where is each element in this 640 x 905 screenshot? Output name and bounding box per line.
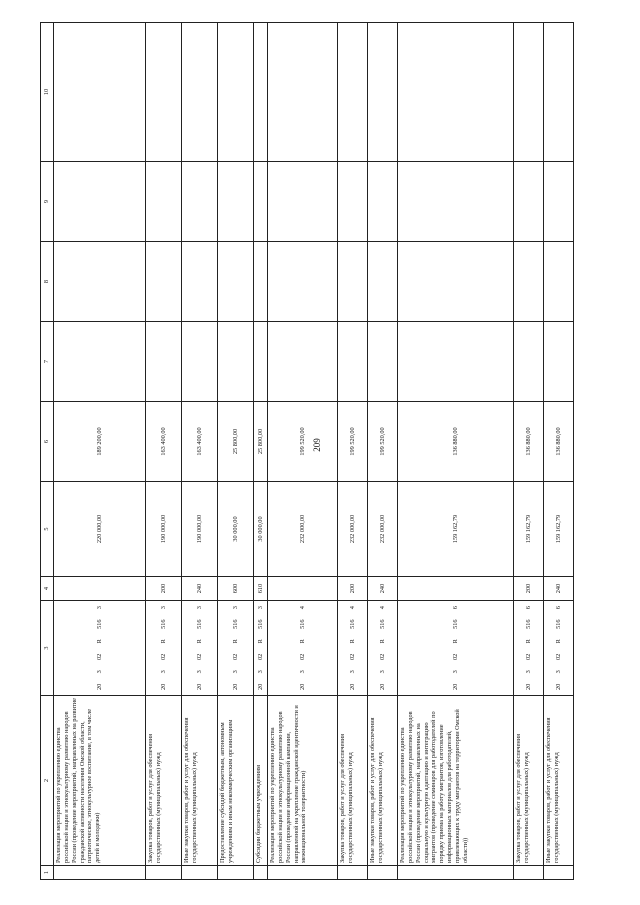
cell-amount-5: 232 000,00 — [338, 482, 368, 577]
cell-col9 — [544, 162, 574, 242]
cell-expense-type — [54, 577, 146, 601]
code-part: 02 — [378, 653, 386, 660]
code-part: 02 — [95, 653, 103, 660]
cell-amount-5: 232 000,00 — [268, 482, 338, 577]
code-part: R — [231, 639, 239, 644]
code-part: 02 — [256, 653, 264, 660]
cell-code — [338, 601, 368, 696]
code-part: 20 — [524, 683, 532, 690]
code-part: 3 — [348, 670, 356, 674]
cell-col10 — [514, 23, 544, 162]
cell-col9 — [338, 162, 368, 242]
cell-description: Реализация мероприятий по укреплению единства российской нации и этнокультурному развитию народов России (проведение информационной кампании, направленной на укрепление гражданской идентичности и межнациональной толерантности) — [268, 696, 338, 866]
code-part: 3 — [298, 670, 306, 674]
cell-col1 — [398, 866, 514, 880]
cell-col7 — [254, 322, 268, 402]
table-row — [398, 23, 514, 880]
cell-expense-type — [398, 577, 514, 601]
cell-expense-type: 240 — [544, 577, 574, 601]
cell-col7 — [182, 322, 218, 402]
cell-col9 — [182, 162, 218, 242]
cell-col7 — [146, 322, 182, 402]
code-part: 516 — [348, 619, 356, 629]
table-row — [254, 23, 268, 880]
column-header-5: 5 — [41, 482, 54, 577]
cell-description: Предоставление субсидий бюджетным, автономным учреждениям и иным некоммерческим организациям — [218, 696, 254, 866]
table-row — [514, 23, 544, 880]
code-part: 516 — [524, 619, 532, 629]
cell-code — [398, 601, 514, 696]
cell-col8 — [398, 242, 514, 322]
column-header-6: 6 — [41, 402, 54, 482]
cell-amount-5: 30 000,00 — [218, 482, 254, 577]
budget-table-sheet — [40, 23, 620, 880]
cell-col8 — [146, 242, 182, 322]
cell-col7 — [398, 322, 514, 402]
cell-amount-5: 159 162,79 — [398, 482, 514, 577]
code-part: 3 — [256, 606, 264, 610]
cell-col1 — [54, 866, 146, 880]
cell-col10 — [368, 23, 398, 162]
cell-expense-type: 610 — [254, 577, 268, 601]
code-part: 516 — [451, 619, 459, 629]
budget-code — [349, 603, 357, 693]
cell-col8 — [182, 242, 218, 322]
cell-description: Реализация мероприятий по укреплению единства российской нации и этнокультурному развитию народов России (проведение мероприятий, направленных на социальную и культурную адаптацию и интеграцию мигрантов (проведение семинаров для работодателей по порядку приема на работу мигрантов, изготовление информационных материалов для работодателей, привлекающих к труду мигрантов на территории Омской области)) — [398, 696, 514, 866]
cell-amount-6: 25 800,00 — [254, 402, 268, 482]
cell-col10 — [544, 23, 574, 162]
cell-code — [218, 601, 254, 696]
code-part: 516 — [554, 619, 562, 629]
cell-col7 — [514, 322, 544, 402]
code-part: 3 — [195, 606, 203, 610]
cell-col8 — [338, 242, 368, 322]
code-part: 3 — [378, 670, 386, 674]
column-header-2: 2 — [41, 696, 54, 866]
column-header-1: 1 — [41, 866, 54, 880]
code-part: 20 — [256, 683, 264, 690]
cell-col7 — [268, 322, 338, 402]
code-part: 516 — [256, 619, 264, 629]
cell-col1 — [338, 866, 368, 880]
cell-col1 — [182, 866, 218, 880]
cell-col7 — [544, 322, 574, 402]
cell-amount-6: 136 880,00 — [514, 402, 544, 482]
cell-col7 — [218, 322, 254, 402]
code-part: R — [378, 639, 386, 644]
budget-code — [299, 603, 307, 693]
code-part: 4 — [298, 606, 306, 610]
code-part: 516 — [159, 619, 167, 629]
code-part: 20 — [378, 683, 386, 690]
column-header-10: 10 — [41, 23, 54, 162]
cell-col9 — [218, 162, 254, 242]
cell-col8 — [544, 242, 574, 322]
code-part: 20 — [95, 683, 103, 690]
table-row — [182, 23, 218, 880]
code-part: R — [554, 639, 562, 644]
budget-code — [525, 603, 533, 693]
column-header-9: 9 — [41, 162, 54, 242]
code-part: 516 — [378, 619, 386, 629]
code-part: 02 — [524, 653, 532, 660]
column-header-3: 3 — [41, 601, 54, 696]
code-part: 02 — [159, 653, 167, 660]
cell-col10 — [254, 23, 268, 162]
budget-code — [452, 603, 460, 693]
code-part: R — [524, 639, 532, 644]
cell-description: Иные закупки товаров, работ и услуг для обеспечения государственных (муниципальных) нужд — [544, 696, 574, 866]
cell-col8 — [514, 242, 544, 322]
code-part: 3 — [231, 670, 239, 674]
cell-expense-type: 200 — [146, 577, 182, 601]
code-part: 20 — [554, 683, 562, 690]
cell-amount-6: 199 520,00 — [338, 402, 368, 482]
cell-amount-5: 220 000,00 — [54, 482, 146, 577]
cell-amount-5: 30 000,00 — [254, 482, 268, 577]
code-part: 3 — [231, 606, 239, 610]
cell-col9 — [268, 162, 338, 242]
cell-code — [514, 601, 544, 696]
code-part: 02 — [554, 653, 562, 660]
table-row — [368, 23, 398, 880]
cell-col9 — [254, 162, 268, 242]
budget-code — [257, 603, 265, 693]
cell-amount-5: 190 000,00 — [146, 482, 182, 577]
code-part: 6 — [554, 606, 562, 610]
cell-col10 — [54, 23, 146, 162]
cell-amount-5: 159 162,79 — [544, 482, 574, 577]
cell-code — [146, 601, 182, 696]
cell-col8 — [268, 242, 338, 322]
cell-col7 — [338, 322, 368, 402]
code-part: 6 — [451, 606, 459, 610]
code-part: 20 — [159, 683, 167, 690]
cell-col10 — [338, 23, 368, 162]
code-part: R — [348, 639, 356, 644]
budget-code — [196, 603, 204, 693]
code-part: 3 — [159, 606, 167, 610]
column-header-4: 4 — [41, 577, 54, 601]
cell-expense-type: 240 — [182, 577, 218, 601]
cell-col1 — [146, 866, 182, 880]
cell-col8 — [368, 242, 398, 322]
header-row — [41, 23, 54, 880]
code-part: R — [256, 639, 264, 644]
cell-amount-5: 190 000,00 — [182, 482, 218, 577]
cell-expense-type: 600 — [218, 577, 254, 601]
cell-col9 — [146, 162, 182, 242]
cell-col1 — [544, 866, 574, 880]
cell-col10 — [218, 23, 254, 162]
code-part: 4 — [378, 606, 386, 610]
cell-col10 — [146, 23, 182, 162]
cell-amount-6: 163 400,00 — [146, 402, 182, 482]
code-part: 3 — [451, 670, 459, 674]
cell-code — [254, 601, 268, 696]
code-part: 3 — [195, 670, 203, 674]
code-part: 3 — [95, 670, 103, 674]
cell-code — [182, 601, 218, 696]
code-part: 20 — [195, 683, 203, 690]
table-row — [54, 23, 146, 880]
cell-amount-6: 199 520,00 — [368, 402, 398, 482]
cell-col8 — [54, 242, 146, 322]
cell-amount-5: 232 000,00 — [368, 482, 398, 577]
code-part: 3 — [159, 670, 167, 674]
code-part: 6 — [524, 606, 532, 610]
code-part: R — [195, 639, 203, 644]
code-part: 02 — [348, 653, 356, 660]
cell-description: Иные закупки товаров, работ и услуг для обеспечения государственных (муниципальных) нужд — [368, 696, 398, 866]
cell-col9 — [514, 162, 544, 242]
budget-table — [40, 22, 574, 880]
cell-description: Закупка товаров, работ и услуг для обеспечения государственных (муниципальных) нужд — [146, 696, 182, 866]
cell-expense-type: 200 — [514, 577, 544, 601]
cell-col8 — [218, 242, 254, 322]
column-header-7: 7 — [41, 322, 54, 402]
cell-code — [544, 601, 574, 696]
cell-col10 — [182, 23, 218, 162]
code-part: 3 — [95, 606, 103, 610]
code-part: 3 — [524, 670, 532, 674]
cell-code — [268, 601, 338, 696]
cell-amount-6: 136 880,00 — [544, 402, 574, 482]
table-row — [268, 23, 338, 880]
cell-amount-5: 159 162,79 — [514, 482, 544, 577]
budget-code — [232, 603, 240, 693]
cell-description: Закупка товаров, работ и услуг для обеспечения государственных (муниципальных) нужд — [338, 696, 368, 866]
cell-amount-6: 136 880,00 — [398, 402, 514, 482]
code-part: R — [159, 639, 167, 644]
cell-col1 — [368, 866, 398, 880]
code-part: 3 — [554, 670, 562, 674]
cell-code — [368, 601, 398, 696]
code-part: 20 — [451, 683, 459, 690]
code-part: 20 — [298, 683, 306, 690]
table-row — [338, 23, 368, 880]
cell-description: Закупка товаров, работ и услуг для обеспечения государственных (муниципальных) нужд — [514, 696, 544, 866]
code-part: 3 — [256, 670, 264, 674]
table-body — [54, 23, 574, 880]
code-part: 516 — [298, 619, 306, 629]
budget-code — [379, 603, 387, 693]
cell-col9 — [54, 162, 146, 242]
code-part: R — [95, 639, 103, 644]
cell-col1 — [268, 866, 338, 880]
table-row — [544, 23, 574, 880]
budget-code — [160, 603, 168, 693]
cell-code — [54, 601, 146, 696]
table-row — [218, 23, 254, 880]
cell-col9 — [398, 162, 514, 242]
cell-col1 — [254, 866, 268, 880]
cell-expense-type: 240 — [368, 577, 398, 601]
budget-code — [555, 603, 563, 693]
code-part: 516 — [195, 619, 203, 629]
cell-col8 — [254, 242, 268, 322]
cell-description: Иные закупки товаров, работ и услуг для обеспечения государственных (муниципальных) нужд — [182, 696, 218, 866]
cell-col9 — [368, 162, 398, 242]
code-part: 02 — [451, 653, 459, 660]
cell-col10 — [268, 23, 338, 162]
cell-description: Субсидии бюджетным учреждениям — [254, 696, 268, 866]
table-row — [146, 23, 182, 880]
cell-col7 — [54, 322, 146, 402]
cell-col7 — [368, 322, 398, 402]
cell-amount-6: 199 520,00 — [268, 402, 338, 482]
cell-col10 — [398, 23, 514, 162]
code-part: 02 — [195, 653, 203, 660]
code-part: 4 — [348, 606, 356, 610]
code-part: 02 — [231, 653, 239, 660]
cell-expense-type: 200 — [338, 577, 368, 601]
code-part: R — [451, 639, 459, 644]
code-part: 516 — [95, 619, 103, 629]
cell-amount-6: 163 400,00 — [182, 402, 218, 482]
page-number: 209 — [311, 438, 322, 452]
code-part: 02 — [298, 653, 306, 660]
code-part: 516 — [231, 619, 239, 629]
cell-col1 — [218, 866, 254, 880]
cell-col1 — [514, 866, 544, 880]
cell-amount-6: 25 800,00 — [218, 402, 254, 482]
code-part: 20 — [231, 683, 239, 690]
budget-code — [96, 603, 104, 693]
cell-amount-6: 189 200,00 — [54, 402, 146, 482]
cell-expense-type — [268, 577, 338, 601]
cell-description: Реализация мероприятий по укреплению единства российской нации и этнокультурному развитию народов России (проведение мероприятий, направленных на развитие гражданской активности населения Омской области, патриотическое, этнокультурное воспитание, в том числе детей и молодежи) — [54, 696, 146, 866]
column-header-8: 8 — [41, 242, 54, 322]
code-part: R — [298, 639, 306, 644]
code-part: 20 — [348, 683, 356, 690]
